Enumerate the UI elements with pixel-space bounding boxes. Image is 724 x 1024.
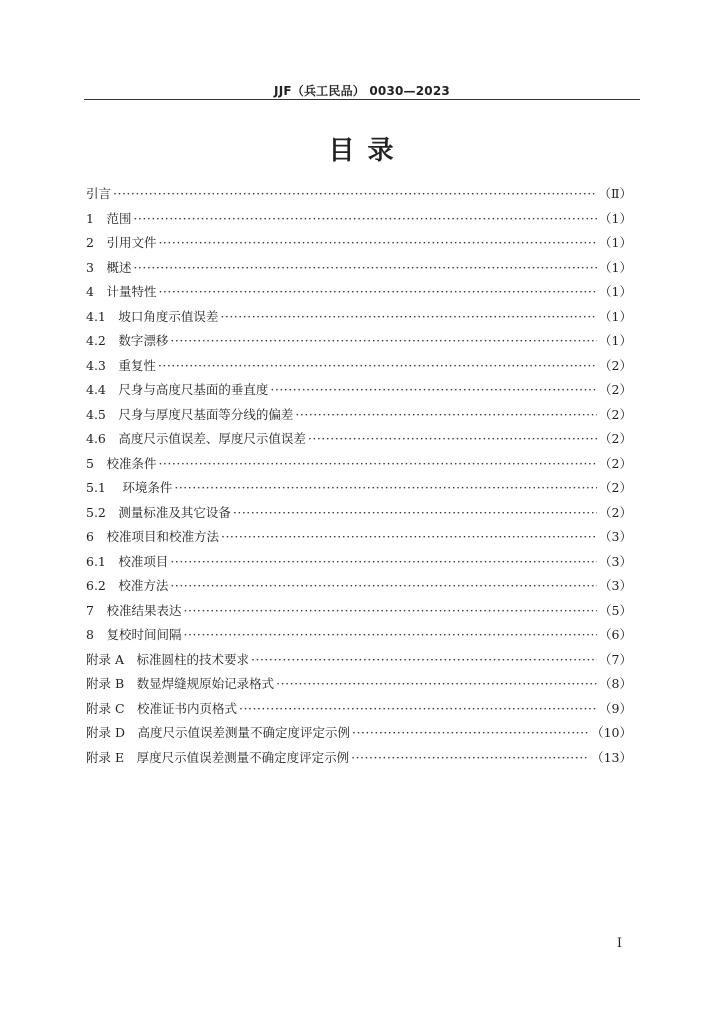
toc-entry[interactable] bbox=[86, 258, 632, 283]
toc-dot-leader bbox=[352, 725, 589, 740]
toc-entry-label: 4.6 高度尺示值误差、厚度尺示值误差 bbox=[86, 431, 306, 446]
toc-entry-label: 4.3 重复性 bbox=[86, 357, 156, 373]
toc-dot-leader bbox=[251, 652, 597, 667]
toc-entry-label: 附录 D 高度尺示值误差测量不确定度评定示例 bbox=[86, 725, 350, 740]
toc-dot-leader bbox=[174, 480, 597, 495]
toc-entry[interactable] bbox=[86, 723, 632, 748]
toc-entry[interactable] bbox=[86, 454, 632, 479]
toc-entry-page: （9） bbox=[599, 700, 632, 716]
toc-entry-label: 4.1 坡口角度示值误差 bbox=[86, 308, 219, 324]
toc-dot-leader bbox=[113, 186, 596, 201]
table-of-contents bbox=[86, 184, 632, 772]
toc-entry-page: （5） bbox=[599, 602, 632, 618]
toc-entry[interactable] bbox=[86, 307, 632, 332]
toc-dot-leader bbox=[233, 505, 597, 520]
toc-entry-page: （2） bbox=[599, 357, 632, 373]
toc-dot-leader bbox=[183, 603, 597, 618]
toc-dot-leader bbox=[308, 431, 597, 446]
toc-entry-page: （1） bbox=[599, 333, 632, 348]
toc-entry-label: 4.2 数字漂移 bbox=[86, 333, 169, 348]
header-divider bbox=[84, 99, 640, 100]
toc-entry-page: （1） bbox=[599, 284, 632, 299]
toc-entry[interactable] bbox=[86, 331, 632, 356]
toc-entry-label: 4.4 尺身与高度尺基面的垂直度 bbox=[86, 382, 269, 397]
toc-entry-page: （1） bbox=[599, 235, 632, 250]
toc-entry[interactable] bbox=[86, 748, 632, 773]
toc-entry-page: （2） bbox=[599, 480, 632, 495]
toc-dot-leader bbox=[295, 407, 597, 422]
toc-entry[interactable] bbox=[86, 552, 632, 577]
toc-entry-label: 8 复校时间间隔 bbox=[86, 627, 182, 642]
toc-entry[interactable] bbox=[86, 503, 632, 528]
toc-entry[interactable] bbox=[86, 601, 632, 626]
toc-entry[interactable] bbox=[86, 478, 632, 503]
toc-entry[interactable] bbox=[86, 184, 632, 209]
toc-entry-label: 4.5 尺身与厚度尺基面等分线的偏差 bbox=[86, 406, 294, 422]
toc-entry-page: （3） bbox=[599, 553, 632, 569]
toc-entry-label: 3 概述 bbox=[86, 259, 132, 275]
toc-entry-label: 7 校准结果表达 bbox=[86, 602, 182, 618]
toc-entry-page: （2） bbox=[599, 455, 632, 471]
toc-entry-page: （13） bbox=[591, 749, 632, 765]
toc-entry-page: （8） bbox=[599, 676, 632, 691]
toc-entry-page: （10） bbox=[591, 725, 632, 740]
toc-entry-label: 引言 bbox=[86, 186, 112, 201]
toc-dot-leader bbox=[221, 529, 597, 544]
toc-entry-page: （1） bbox=[599, 259, 632, 275]
toc-entry[interactable] bbox=[86, 625, 632, 650]
toc-dot-leader bbox=[170, 554, 597, 569]
toc-dot-leader bbox=[133, 211, 597, 226]
toc-entry-label: 附录 B 数显焊缝规原始记录格式 bbox=[86, 676, 275, 691]
toc-entry-label: 附录 C 校准证书内页格式 bbox=[86, 700, 238, 716]
toc-dot-leader bbox=[183, 627, 597, 642]
toc-entry-label: 附录 E 厚度尺示值误差测量不确定度评定示例 bbox=[86, 749, 350, 765]
toc-entry[interactable] bbox=[86, 576, 632, 601]
toc-entry-label: 4 计量特性 bbox=[86, 284, 157, 299]
document-code-header: JJF（兵工民品） 0030—2023 bbox=[274, 84, 450, 98]
toc-dot-leader bbox=[276, 676, 597, 691]
toc-entry-page: （1） bbox=[599, 210, 632, 226]
toc-entry-page: （1） bbox=[599, 308, 632, 324]
toc-entry-label: 5.1 环境条件 bbox=[86, 480, 173, 495]
page-title: 目 录 bbox=[328, 136, 396, 166]
toc-entry[interactable] bbox=[86, 282, 632, 307]
toc-entry-label: 6.2 校准方法 bbox=[86, 578, 169, 593]
toc-dot-leader bbox=[270, 382, 597, 397]
toc-entry-label: 5.2 测量标准及其它设备 bbox=[86, 504, 231, 520]
toc-entry-page: （3） bbox=[599, 578, 632, 593]
toc-dot-leader bbox=[170, 333, 597, 348]
toc-dot-leader bbox=[220, 309, 597, 324]
toc-entry-page: （2） bbox=[599, 504, 632, 520]
toc-entry-label: 5 校准条件 bbox=[86, 455, 157, 471]
toc-entry-label: 附录 A 标准圆柱的技术要求 bbox=[86, 651, 250, 667]
toc-entry-label: 6 校准项目和校准方法 bbox=[86, 529, 219, 544]
toc-entry-label: 6.1 校准项目 bbox=[86, 553, 169, 569]
toc-dot-leader bbox=[158, 358, 597, 373]
toc-entry[interactable] bbox=[86, 527, 632, 552]
toc-dot-leader bbox=[133, 260, 597, 275]
toc-entry[interactable] bbox=[86, 429, 632, 454]
page-number: I bbox=[616, 936, 622, 951]
toc-dot-leader bbox=[170, 578, 597, 593]
toc-dot-leader bbox=[158, 235, 597, 250]
toc-entry[interactable] bbox=[86, 209, 632, 234]
toc-entry[interactable] bbox=[86, 674, 632, 699]
toc-entry-page: （6） bbox=[599, 627, 632, 642]
toc-entry-label: 2 引用文件 bbox=[86, 235, 157, 250]
toc-entry[interactable] bbox=[86, 233, 632, 258]
toc-entry-page: （3） bbox=[599, 529, 632, 544]
toc-entry-label: 1 范围 bbox=[86, 210, 132, 226]
toc-entry-page: （2） bbox=[599, 406, 632, 422]
toc-entry[interactable] bbox=[86, 405, 632, 430]
toc-entry-page: （2） bbox=[599, 431, 632, 446]
toc-entry[interactable] bbox=[86, 380, 632, 405]
toc-entry-page: （7） bbox=[599, 651, 632, 667]
toc-dot-leader bbox=[158, 284, 597, 299]
toc-entry[interactable] bbox=[86, 356, 632, 381]
toc-entry[interactable] bbox=[86, 699, 632, 724]
toc-entry[interactable] bbox=[86, 650, 632, 675]
toc-entry-page: （2） bbox=[599, 382, 632, 397]
toc-dot-leader bbox=[239, 701, 597, 716]
toc-dot-leader bbox=[158, 456, 597, 471]
toc-dot-leader bbox=[351, 750, 589, 765]
toc-entry-page: （Ⅱ） bbox=[598, 186, 632, 201]
